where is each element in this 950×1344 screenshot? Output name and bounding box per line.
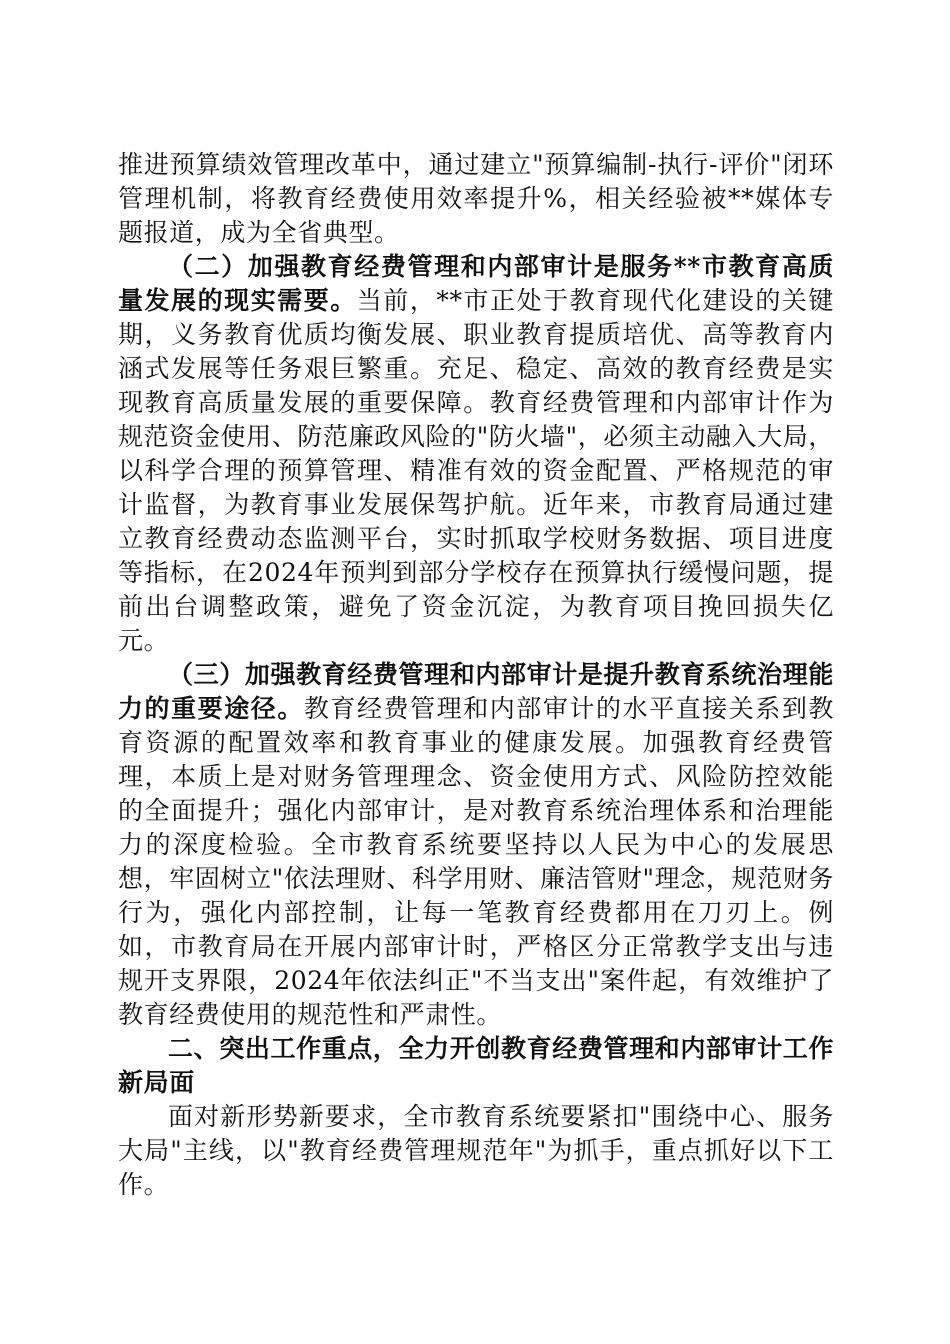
paragraph-intro-tasks <box>118 1100 834 1202</box>
section-lead: （二）加强教育经费管理和内部审计是服务**市教育高质量发展的现实需要。 <box>118 252 834 315</box>
paragraph-section-three <box>118 658 834 1032</box>
paragraph-text: 教育经费管理和内部审计的水平直接关系到教育资源的配置效率和教育事业的健康发展。加强教育经费管理，本质上是对财务管理理念、资金使用方式、风险防控效能的全面提升；强化内部审计，是对教育系统治理体系和治理能力的深度检验。全市教育系统要坚持以人民为中心的发展思想，牢固树立"依法理财、科学用财、廉洁管财"理念，规范财务行为，强化内部控制，让每一笔教育经费都用在刀刃上。例如，市教育局在开展内部审计时，严格区分正常教学支出与违规开支界限，2024年依法纠正"不当支出"案件起，有效维护了教育经费使用的规范性和严肃性。 <box>118 694 834 1029</box>
chapter-heading-two <box>118 1032 834 1100</box>
paragraph-text: 当前，**市正处于教育现代化建设的关键期，义务教育优质均衡发展、职业教育提质培优、高等教育内涵式发展等任务艰巨繁重。充足、稳定、高效的教育经费是实现教育高质量发展的重要保障。教育经费管理和内部审计作为规范资金使用、防范廉政风险的"防火墙"，必须主动融入大局，以科学合理的预算管理、精准有效的资金配置、严格规范的审计监督，为教育事业发展保驾护航。近年来，市教育局通过建立教育经费动态监测平台，实时抓取学校财务数据、项目进度等指标，在2024年预判到部分学校存在预算执行缓慢问题，提前出台调整政策，避免了资金沉淀，为教育项目挽回损失亿元。 <box>118 286 834 655</box>
paragraph-text: 推进预算绩效管理改革中，通过建立"预算编制-执行-评价"闭环管理机制，将教育经费使用效率提升%，相关经验被**媒体专题报道，成为全省典型。 <box>118 150 834 247</box>
paragraph-text: 面对新形势新要求，全市教育系统要紧扣"围绕中心、服务大局"主线，以"教育经费管理规范年"为抓手，重点抓好以下工作。 <box>118 1102 834 1199</box>
document-page <box>118 148 834 1202</box>
paragraph-section-two <box>118 250 834 658</box>
section-lead: （三）加强教育经费管理和内部审计是提升教育系统治理能力的重要途径。 <box>118 660 834 723</box>
heading-text: 二、突出工作重点，全力开创教育经费管理和内部审计工作新局面 <box>118 1034 834 1097</box>
paragraph-budget-reform <box>118 148 834 250</box>
